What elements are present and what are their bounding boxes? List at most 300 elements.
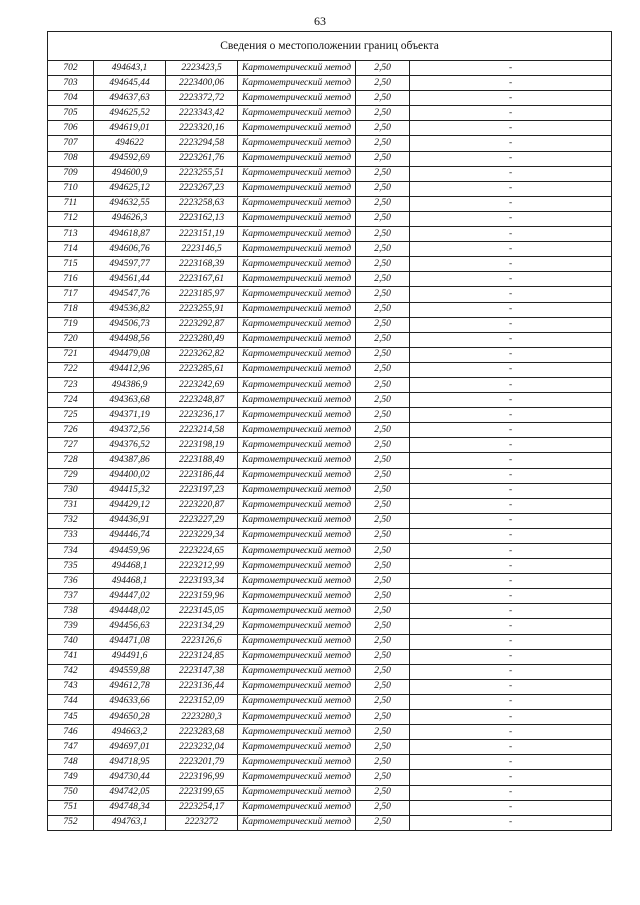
description-cell: - xyxy=(410,362,612,377)
description-cell: - xyxy=(410,528,612,543)
accuracy-cell: 2,50 xyxy=(356,559,410,574)
x-coordinate-cell: 494592,69 xyxy=(94,151,166,166)
table-row xyxy=(48,634,612,649)
point-number-cell: 710 xyxy=(48,181,94,196)
point-number-cell: 748 xyxy=(48,755,94,770)
accuracy-cell: 2,50 xyxy=(356,181,410,196)
table-row xyxy=(48,362,612,377)
point-number-cell: 725 xyxy=(48,408,94,423)
y-coordinate-cell: 2223262,82 xyxy=(166,347,238,362)
method-cell: Картометрический метод xyxy=(238,559,356,574)
y-coordinate-cell: 2223292,87 xyxy=(166,317,238,332)
y-coordinate-cell: 2223343,42 xyxy=(166,106,238,121)
method-cell: Картометрический метод xyxy=(238,181,356,196)
table-row xyxy=(48,181,612,196)
x-coordinate-cell: 494456,63 xyxy=(94,619,166,634)
point-number-cell: 706 xyxy=(48,121,94,136)
accuracy-cell: 2,50 xyxy=(356,272,410,287)
x-coordinate-cell: 494645,44 xyxy=(94,76,166,91)
table-row xyxy=(48,91,612,106)
description-cell: - xyxy=(410,166,612,181)
x-coordinate-cell: 494547,76 xyxy=(94,287,166,302)
point-number-cell: 746 xyxy=(48,725,94,740)
y-coordinate-cell: 2223136,44 xyxy=(166,679,238,694)
table-row xyxy=(48,438,612,453)
method-cell: Картометрический метод xyxy=(238,453,356,468)
accuracy-cell: 2,50 xyxy=(356,498,410,513)
method-cell: Картометрический метод xyxy=(238,468,356,483)
accuracy-cell: 2,50 xyxy=(356,257,410,272)
y-coordinate-cell: 2223198,19 xyxy=(166,438,238,453)
point-number-cell: 729 xyxy=(48,468,94,483)
table-row xyxy=(48,604,612,619)
point-number-cell: 737 xyxy=(48,589,94,604)
table-row xyxy=(48,664,612,679)
table-row xyxy=(48,287,612,302)
table-row xyxy=(48,498,612,513)
description-cell: - xyxy=(410,332,612,347)
accuracy-cell: 2,50 xyxy=(356,438,410,453)
accuracy-cell: 2,50 xyxy=(356,302,410,317)
x-coordinate-cell: 494697,01 xyxy=(94,740,166,755)
method-cell: Картометрический метод xyxy=(238,619,356,634)
y-coordinate-cell: 2223258,63 xyxy=(166,196,238,211)
accuracy-cell: 2,50 xyxy=(356,393,410,408)
x-coordinate-cell: 494763,1 xyxy=(94,815,166,830)
point-number-cell: 716 xyxy=(48,272,94,287)
point-number-cell: 741 xyxy=(48,649,94,664)
accuracy-cell: 2,50 xyxy=(356,151,410,166)
x-coordinate-cell: 494429,12 xyxy=(94,498,166,513)
table-row xyxy=(48,347,612,362)
description-cell: - xyxy=(410,453,612,468)
description-cell: - xyxy=(410,604,612,619)
y-coordinate-cell: 2223242,69 xyxy=(166,377,238,392)
point-number-cell: 730 xyxy=(48,483,94,498)
description-cell: - xyxy=(410,815,612,830)
method-cell: Картометрический метод xyxy=(238,166,356,181)
description-cell: - xyxy=(410,196,612,211)
x-coordinate-cell: 494387,86 xyxy=(94,453,166,468)
accuracy-cell: 2,50 xyxy=(356,242,410,257)
y-coordinate-cell: 2223159,96 xyxy=(166,589,238,604)
y-coordinate-cell: 2223193,34 xyxy=(166,574,238,589)
accuracy-cell: 2,50 xyxy=(356,513,410,528)
method-cell: Картометрический метод xyxy=(238,106,356,121)
description-cell: - xyxy=(410,272,612,287)
table-row xyxy=(48,166,612,181)
point-number-cell: 718 xyxy=(48,302,94,317)
accuracy-cell: 2,50 xyxy=(356,287,410,302)
method-cell: Картометрический метод xyxy=(238,332,356,347)
description-cell: - xyxy=(410,589,612,604)
x-coordinate-cell: 494506,73 xyxy=(94,317,166,332)
description-cell: - xyxy=(410,468,612,483)
method-cell: Картометрический метод xyxy=(238,438,356,453)
x-coordinate-cell: 494622 xyxy=(94,136,166,151)
table-row xyxy=(48,785,612,800)
accuracy-cell: 2,50 xyxy=(356,694,410,709)
table-body xyxy=(48,61,612,831)
description-cell: - xyxy=(410,785,612,800)
method-cell: Картометрический метод xyxy=(238,679,356,694)
accuracy-cell: 2,50 xyxy=(356,483,410,498)
description-cell: - xyxy=(410,347,612,362)
method-cell: Картометрический метод xyxy=(238,196,356,211)
accuracy-cell: 2,50 xyxy=(356,528,410,543)
accuracy-cell: 2,50 xyxy=(356,166,410,181)
point-number-cell: 724 xyxy=(48,393,94,408)
method-cell: Картометрический метод xyxy=(238,61,356,76)
x-coordinate-cell: 494619,01 xyxy=(94,121,166,136)
y-coordinate-cell: 2223255,51 xyxy=(166,166,238,181)
table-row xyxy=(48,121,612,136)
description-cell: - xyxy=(410,483,612,498)
y-coordinate-cell: 2223229,34 xyxy=(166,528,238,543)
x-coordinate-cell: 494730,44 xyxy=(94,770,166,785)
method-cell: Картометрический метод xyxy=(238,589,356,604)
method-cell: Картометрический метод xyxy=(238,544,356,559)
accuracy-cell: 2,50 xyxy=(356,377,410,392)
table-row xyxy=(48,408,612,423)
table-row xyxy=(48,710,612,725)
table-row xyxy=(48,740,612,755)
y-coordinate-cell: 2223285,61 xyxy=(166,362,238,377)
x-coordinate-cell: 494637,63 xyxy=(94,91,166,106)
table-row xyxy=(48,544,612,559)
method-cell: Картометрический метод xyxy=(238,272,356,287)
x-coordinate-cell: 494447,02 xyxy=(94,589,166,604)
accuracy-cell: 2,50 xyxy=(356,619,410,634)
y-coordinate-cell: 2223320,16 xyxy=(166,121,238,136)
table-row xyxy=(48,453,612,468)
method-cell: Картометрический метод xyxy=(238,815,356,830)
accuracy-cell: 2,50 xyxy=(356,574,410,589)
x-coordinate-cell: 494363,68 xyxy=(94,393,166,408)
point-number-cell: 704 xyxy=(48,91,94,106)
y-coordinate-cell: 2223224,65 xyxy=(166,544,238,559)
y-coordinate-cell: 2223220,87 xyxy=(166,498,238,513)
method-cell: Картометрический метод xyxy=(238,91,356,106)
x-coordinate-cell: 494612,78 xyxy=(94,679,166,694)
accuracy-cell: 2,50 xyxy=(356,408,410,423)
accuracy-cell: 2,50 xyxy=(356,106,410,121)
description-cell: - xyxy=(410,302,612,317)
y-coordinate-cell: 2223168,39 xyxy=(166,257,238,272)
accuracy-cell: 2,50 xyxy=(356,211,410,226)
accuracy-cell: 2,50 xyxy=(356,770,410,785)
description-cell: - xyxy=(410,106,612,121)
table-row xyxy=(48,377,612,392)
accuracy-cell: 2,50 xyxy=(356,423,410,438)
accuracy-cell: 2,50 xyxy=(356,121,410,136)
table-row xyxy=(48,196,612,211)
accuracy-cell: 2,50 xyxy=(356,227,410,242)
y-coordinate-cell: 2223261,76 xyxy=(166,151,238,166)
description-cell: - xyxy=(410,544,612,559)
description-cell: - xyxy=(410,211,612,226)
method-cell: Картометрический метод xyxy=(238,136,356,151)
y-coordinate-cell: 2223212,99 xyxy=(166,559,238,574)
table-row xyxy=(48,423,612,438)
x-coordinate-cell: 494718,95 xyxy=(94,755,166,770)
description-cell: - xyxy=(410,619,612,634)
x-coordinate-cell: 494559,88 xyxy=(94,664,166,679)
x-coordinate-cell: 494372,56 xyxy=(94,423,166,438)
point-number-cell: 722 xyxy=(48,362,94,377)
table-row xyxy=(48,679,612,694)
point-number-cell: 717 xyxy=(48,287,94,302)
description-cell: - xyxy=(410,710,612,725)
method-cell: Картометрический метод xyxy=(238,317,356,332)
accuracy-cell: 2,50 xyxy=(356,634,410,649)
method-cell: Картометрический метод xyxy=(238,649,356,664)
description-cell: - xyxy=(410,694,612,709)
description-cell: - xyxy=(410,770,612,785)
x-coordinate-cell: 494479,08 xyxy=(94,347,166,362)
description-cell: - xyxy=(410,408,612,423)
y-coordinate-cell: 2223199,65 xyxy=(166,785,238,800)
accuracy-cell: 2,50 xyxy=(356,317,410,332)
table-row xyxy=(48,649,612,664)
table-row xyxy=(48,257,612,272)
method-cell: Картометрический метод xyxy=(238,604,356,619)
x-coordinate-cell: 494597,77 xyxy=(94,257,166,272)
y-coordinate-cell: 2223196,99 xyxy=(166,770,238,785)
accuracy-cell: 2,50 xyxy=(356,76,410,91)
table-row xyxy=(48,317,612,332)
x-coordinate-cell: 494471,08 xyxy=(94,634,166,649)
method-cell: Картометрический метод xyxy=(238,755,356,770)
x-coordinate-cell: 494625,12 xyxy=(94,181,166,196)
point-number-cell: 735 xyxy=(48,559,94,574)
table-row xyxy=(48,559,612,574)
accuracy-cell: 2,50 xyxy=(356,453,410,468)
y-coordinate-cell: 2223280,3 xyxy=(166,710,238,725)
description-cell: - xyxy=(410,257,612,272)
method-cell: Картометрический метод xyxy=(238,227,356,242)
table-row xyxy=(48,483,612,498)
x-coordinate-cell: 494632,55 xyxy=(94,196,166,211)
method-cell: Картометрический метод xyxy=(238,528,356,543)
y-coordinate-cell: 2223280,49 xyxy=(166,332,238,347)
accuracy-cell: 2,50 xyxy=(356,544,410,559)
point-number-cell: 721 xyxy=(48,347,94,362)
point-number-cell: 740 xyxy=(48,634,94,649)
table-row xyxy=(48,227,612,242)
point-number-cell: 749 xyxy=(48,770,94,785)
description-cell: - xyxy=(410,317,612,332)
y-coordinate-cell: 2223197,23 xyxy=(166,483,238,498)
point-number-cell: 707 xyxy=(48,136,94,151)
method-cell: Картометрический метод xyxy=(238,574,356,589)
accuracy-cell: 2,50 xyxy=(356,679,410,694)
point-number-cell: 733 xyxy=(48,528,94,543)
method-cell: Картометрический метод xyxy=(238,393,356,408)
y-coordinate-cell: 2223201,79 xyxy=(166,755,238,770)
method-cell: Картометрический метод xyxy=(238,211,356,226)
description-cell: - xyxy=(410,800,612,815)
description-cell: - xyxy=(410,61,612,76)
point-number-cell: 743 xyxy=(48,679,94,694)
method-cell: Картометрический метод xyxy=(238,770,356,785)
description-cell: - xyxy=(410,725,612,740)
y-coordinate-cell: 2223423,5 xyxy=(166,61,238,76)
method-cell: Картометрический метод xyxy=(238,694,356,709)
point-number-cell: 702 xyxy=(48,61,94,76)
method-cell: Картометрический метод xyxy=(238,287,356,302)
description-cell: - xyxy=(410,287,612,302)
point-number-cell: 728 xyxy=(48,453,94,468)
point-number-cell: 719 xyxy=(48,317,94,332)
y-coordinate-cell: 2223272 xyxy=(166,815,238,830)
point-number-cell: 731 xyxy=(48,498,94,513)
description-cell: - xyxy=(410,151,612,166)
y-coordinate-cell: 2223255,91 xyxy=(166,302,238,317)
table-row xyxy=(48,106,612,121)
description-cell: - xyxy=(410,634,612,649)
accuracy-cell: 2,50 xyxy=(356,740,410,755)
accuracy-cell: 2,50 xyxy=(356,664,410,679)
table-title-row xyxy=(48,32,612,61)
point-number-cell: 744 xyxy=(48,694,94,709)
point-number-cell: 752 xyxy=(48,815,94,830)
accuracy-cell: 2,50 xyxy=(356,755,410,770)
table-title: Сведения о местоположении границ объекта xyxy=(48,32,612,61)
table-row xyxy=(48,211,612,226)
table-row xyxy=(48,151,612,166)
table-row xyxy=(48,694,612,709)
table-row xyxy=(48,815,612,830)
description-cell: - xyxy=(410,76,612,91)
point-number-cell: 734 xyxy=(48,544,94,559)
y-coordinate-cell: 2223294,58 xyxy=(166,136,238,151)
y-coordinate-cell: 2223185,97 xyxy=(166,287,238,302)
table-row xyxy=(48,302,612,317)
point-number-cell: 745 xyxy=(48,710,94,725)
x-coordinate-cell: 494748,34 xyxy=(94,800,166,815)
description-cell: - xyxy=(410,513,612,528)
x-coordinate-cell: 494436,91 xyxy=(94,513,166,528)
x-coordinate-cell: 494625,52 xyxy=(94,106,166,121)
y-coordinate-cell: 2223146,5 xyxy=(166,242,238,257)
table-row xyxy=(48,589,612,604)
table-row xyxy=(48,468,612,483)
y-coordinate-cell: 2223400,06 xyxy=(166,76,238,91)
accuracy-cell: 2,50 xyxy=(356,362,410,377)
method-cell: Картометрический метод xyxy=(238,513,356,528)
point-number-cell: 732 xyxy=(48,513,94,528)
method-cell: Картометрический метод xyxy=(238,800,356,815)
point-number-cell: 713 xyxy=(48,227,94,242)
x-coordinate-cell: 494386,9 xyxy=(94,377,166,392)
y-coordinate-cell: 2223124,85 xyxy=(166,649,238,664)
point-number-cell: 703 xyxy=(48,76,94,91)
accuracy-cell: 2,50 xyxy=(356,649,410,664)
y-coordinate-cell: 2223283,68 xyxy=(166,725,238,740)
point-number-cell: 738 xyxy=(48,604,94,619)
description-cell: - xyxy=(410,242,612,257)
point-number-cell: 742 xyxy=(48,664,94,679)
y-coordinate-cell: 2223232,04 xyxy=(166,740,238,755)
table-row xyxy=(48,619,612,634)
method-cell: Картометрический метод xyxy=(238,302,356,317)
point-number-cell: 705 xyxy=(48,106,94,121)
x-coordinate-cell: 494561,44 xyxy=(94,272,166,287)
description-cell: - xyxy=(410,377,612,392)
point-number-cell: 715 xyxy=(48,257,94,272)
method-cell: Картометрический метод xyxy=(238,76,356,91)
description-cell: - xyxy=(410,740,612,755)
y-coordinate-cell: 2223145,05 xyxy=(166,604,238,619)
description-cell: - xyxy=(410,423,612,438)
description-cell: - xyxy=(410,559,612,574)
table-row xyxy=(48,755,612,770)
accuracy-cell: 2,50 xyxy=(356,61,410,76)
boundary-coordinates-table xyxy=(47,31,612,831)
y-coordinate-cell: 2223134,29 xyxy=(166,619,238,634)
point-number-cell: 708 xyxy=(48,151,94,166)
accuracy-cell: 2,50 xyxy=(356,800,410,815)
point-number-cell: 747 xyxy=(48,740,94,755)
description-cell: - xyxy=(410,679,612,694)
point-number-cell: 709 xyxy=(48,166,94,181)
x-coordinate-cell: 494376,52 xyxy=(94,438,166,453)
x-coordinate-cell: 494600,9 xyxy=(94,166,166,181)
table-row xyxy=(48,770,612,785)
table-row xyxy=(48,513,612,528)
description-cell: - xyxy=(410,438,612,453)
table-row xyxy=(48,528,612,543)
accuracy-cell: 2,50 xyxy=(356,332,410,347)
x-coordinate-cell: 494650,28 xyxy=(94,710,166,725)
table-row xyxy=(48,574,612,589)
point-number-cell: 751 xyxy=(48,800,94,815)
description-cell: - xyxy=(410,136,612,151)
description-cell: - xyxy=(410,91,612,106)
method-cell: Картометрический метод xyxy=(238,347,356,362)
accuracy-cell: 2,50 xyxy=(356,725,410,740)
table-row xyxy=(48,61,612,76)
x-coordinate-cell: 494606,76 xyxy=(94,242,166,257)
x-coordinate-cell: 494400,02 xyxy=(94,468,166,483)
method-cell: Картометрический метод xyxy=(238,785,356,800)
method-cell: Картометрический метод xyxy=(238,740,356,755)
x-coordinate-cell: 494626,3 xyxy=(94,211,166,226)
method-cell: Картометрический метод xyxy=(238,242,356,257)
x-coordinate-cell: 494371,19 xyxy=(94,408,166,423)
description-cell: - xyxy=(410,649,612,664)
description-cell: - xyxy=(410,227,612,242)
accuracy-cell: 2,50 xyxy=(356,196,410,211)
y-coordinate-cell: 2223126,6 xyxy=(166,634,238,649)
table-row xyxy=(48,272,612,287)
x-coordinate-cell: 494415,32 xyxy=(94,483,166,498)
point-number-cell: 714 xyxy=(48,242,94,257)
table-row xyxy=(48,332,612,347)
description-cell: - xyxy=(410,574,612,589)
page-number: 63 xyxy=(314,14,326,28)
y-coordinate-cell: 2223162,13 xyxy=(166,211,238,226)
accuracy-cell: 2,50 xyxy=(356,347,410,362)
description-cell: - xyxy=(410,498,612,513)
point-number-cell: 711 xyxy=(48,196,94,211)
method-cell: Картометрический метод xyxy=(238,498,356,513)
point-number-cell: 720 xyxy=(48,332,94,347)
x-coordinate-cell: 494491,6 xyxy=(94,649,166,664)
method-cell: Картометрический метод xyxy=(238,664,356,679)
table-row xyxy=(48,242,612,257)
